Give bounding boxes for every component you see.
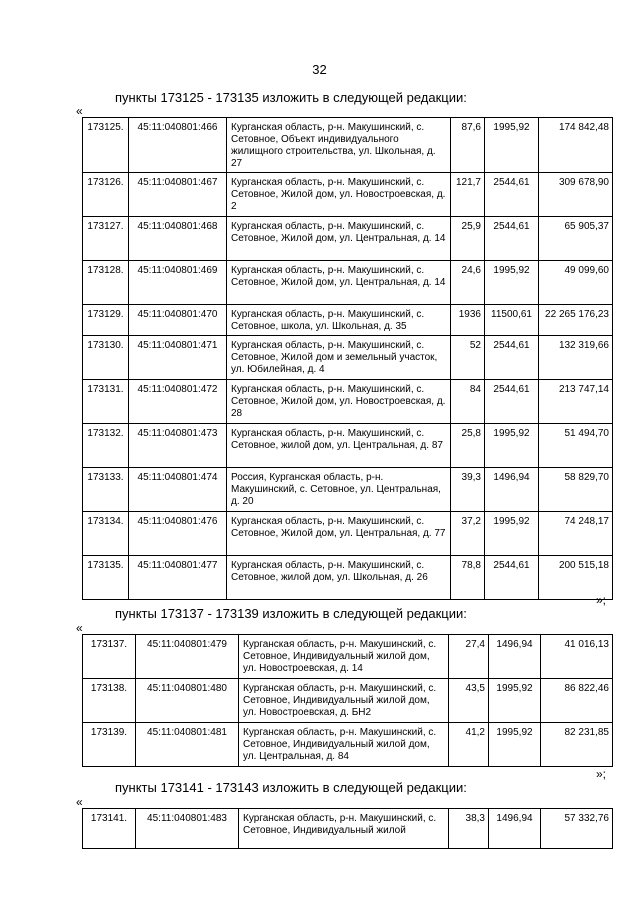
address: Курганская область, р-н. Макушинский, с. Сетовное, жилой дом, ул. Центральная, д. 87 (227, 424, 451, 468)
open-quote: « (76, 795, 83, 809)
row-number: 173135. (83, 556, 129, 600)
area: 27,4 (449, 635, 489, 679)
close-quote: »; (596, 767, 607, 781)
rate: 1995,92 (485, 261, 539, 305)
area: 1936 (451, 305, 485, 336)
page-number: 32 (312, 62, 327, 77)
cadastral-number: 45:11:040801:467 (129, 173, 227, 217)
close-quote: »; (596, 593, 607, 607)
rate: 1995,92 (485, 118, 539, 173)
row-number: 173137. (83, 635, 136, 679)
table-row (83, 336, 613, 380)
section-heading: пункты 173137 - 173139 изложить в следующей редакции: (115, 606, 467, 621)
cadastral-value: 41 016,13 (541, 635, 613, 679)
table-row (83, 556, 613, 600)
area: 78,8 (451, 556, 485, 600)
rate: 2544,61 (485, 217, 539, 261)
area: 121,7 (451, 173, 485, 217)
cadastral-number: 45:11:040801:471 (129, 336, 227, 380)
rate: 2544,61 (485, 336, 539, 380)
cadastral-value: 86 822,46 (541, 679, 613, 723)
rate: 1995,92 (489, 679, 541, 723)
address: Курганская область, р-н. Макушинский, с. Сетовное, Индивидуальный жилой дом, ул. Новостроевская, д. 14 (239, 635, 449, 679)
table-row (83, 512, 613, 556)
area: 38,3 (449, 809, 489, 849)
address: Курганская область, р-н. Макушинский, с. Сетовное, школа, ул. Школьная, д. 35 (227, 305, 451, 336)
cadastral-number: 45:11:040801:469 (129, 261, 227, 305)
rate: 1995,92 (485, 424, 539, 468)
amendment-table (82, 808, 613, 849)
table-row (83, 261, 613, 305)
cadastral-value: 174 842,48 (539, 118, 613, 173)
cadastral-number: 45:11:040801:480 (136, 679, 239, 723)
row-number: 173126. (83, 173, 129, 217)
row-number: 173131. (83, 380, 129, 424)
area: 43,5 (449, 679, 489, 723)
rate: 1496,94 (489, 635, 541, 679)
row-number: 173141. (83, 809, 136, 849)
row-number: 173127. (83, 217, 129, 261)
row-number: 173134. (83, 512, 129, 556)
row-number: 173129. (83, 305, 129, 336)
cadastral-value: 74 248,17 (539, 512, 613, 556)
row-number: 173133. (83, 468, 129, 512)
cadastral-value: 22 265 176,23 (539, 305, 613, 336)
area: 52 (451, 336, 485, 380)
cadastral-number: 45:11:040801:477 (129, 556, 227, 600)
address: Курганская область, р-н. Макушинский, с. Сетовное, Объект индивидуального жилищного строительства, ул. Школьная, д. 27 (227, 118, 451, 173)
cadastral-number: 45:11:040801:468 (129, 217, 227, 261)
cadastral-value: 49 099,60 (539, 261, 613, 305)
address: Курганская область, р-н. Макушинский, с. Сетовное, Индивидуальный жилой дом, ул. Новостроевская, д. БН2 (239, 679, 449, 723)
open-quote: « (76, 621, 83, 635)
table-row (83, 468, 613, 512)
address: Курганская область, р-н. Макушинский, с. Сетовное, жилой дом, ул. Школьная, д. 26 (227, 556, 451, 600)
address: Курганская область, р-н. Макушинский, с. Сетовное, Жилой дом и земельный участок, ул. Юбилейная, д. 4 (227, 336, 451, 380)
cadastral-number: 45:11:040801:479 (136, 635, 239, 679)
rate: 11500,61 (485, 305, 539, 336)
row-number: 173128. (83, 261, 129, 305)
area: 25,8 (451, 424, 485, 468)
amendment-table (82, 117, 613, 600)
cadastral-number: 45:11:040801:483 (136, 809, 239, 849)
open-quote: « (76, 104, 83, 118)
address: Курганская область, р-н. Макушинский, с. Сетовное, Индивидуальный жилой дом, ул. Центральная, д. 84 (239, 723, 449, 767)
area: 87,6 (451, 118, 485, 173)
table-row (83, 723, 613, 767)
cadastral-number: 45:11:040801:472 (129, 380, 227, 424)
rate: 1995,92 (489, 723, 541, 767)
row-number: 173138. (83, 679, 136, 723)
area: 39,3 (451, 468, 485, 512)
table-row (83, 424, 613, 468)
cadastral-number: 45:11:040801:473 (129, 424, 227, 468)
amendment-table (82, 634, 613, 767)
cadastral-number: 45:11:040801:466 (129, 118, 227, 173)
address: Курганская область, р-н. Макушинский, с. Сетовное, Жилой дом, ул. Новостроевская, д. 2 (227, 173, 451, 217)
table-row (83, 380, 613, 424)
table-row (83, 635, 613, 679)
table-row (83, 217, 613, 261)
rate: 1496,94 (489, 809, 541, 849)
cadastral-value: 309 678,90 (539, 173, 613, 217)
section-heading: пункты 173141 - 173143 изложить в следующей редакции: (115, 780, 467, 795)
area: 37,2 (451, 512, 485, 556)
row-number: 173132. (83, 424, 129, 468)
cadastral-value: 200 515,18 (539, 556, 613, 600)
cadastral-value: 132 319,66 (539, 336, 613, 380)
table-row (83, 118, 613, 173)
rate: 2544,61 (485, 380, 539, 424)
cadastral-value: 58 829,70 (539, 468, 613, 512)
area: 24,6 (451, 261, 485, 305)
cadastral-number: 45:11:040801:474 (129, 468, 227, 512)
cadastral-number: 45:11:040801:470 (129, 305, 227, 336)
cadastral-value: 51 494,70 (539, 424, 613, 468)
table-row (83, 173, 613, 217)
table-row (83, 305, 613, 336)
area: 25,9 (451, 217, 485, 261)
table-row (83, 809, 613, 849)
address: Россия, Курганская область, р-н. Макушинский, с. Сетовное, ул. Центральная, д. 20 (227, 468, 451, 512)
address: Курганская область, р-н. Макушинский, с. Сетовное, Жилой дом, ул. Центральная, д. 77 (227, 512, 451, 556)
address: Курганская область, р-н. Макушинский, с. Сетовное, Индивидуальный жилой (239, 809, 449, 849)
address: Курганская область, р-н. Макушинский, с. Сетовное, Жилой дом, ул. Центральная, д. 14 (227, 261, 451, 305)
cadastral-value: 65 905,37 (539, 217, 613, 261)
cadastral-value: 213 747,14 (539, 380, 613, 424)
row-number: 173139. (83, 723, 136, 767)
address: Курганская область, р-н. Макушинский, с. Сетовное, Жилой дом, ул. Центральная, д. 14 (227, 217, 451, 261)
rate: 1995,92 (485, 512, 539, 556)
cadastral-number: 45:11:040801:481 (136, 723, 239, 767)
area: 84 (451, 380, 485, 424)
rate: 1496,94 (485, 468, 539, 512)
area: 41,2 (449, 723, 489, 767)
rate: 2544,61 (485, 173, 539, 217)
address: Курганская область, р-н. Макушинский, с. Сетовное, Жилой дом, ул. Новостроевская, д. 28 (227, 380, 451, 424)
row-number: 173130. (83, 336, 129, 380)
table-row (83, 679, 613, 723)
row-number: 173125. (83, 118, 129, 173)
cadastral-value: 82 231,85 (541, 723, 613, 767)
rate: 2544,61 (485, 556, 539, 600)
section-heading: пункты 173125 - 173135 изложить в следующей редакции: (115, 90, 467, 105)
cadastral-number: 45:11:040801:476 (129, 512, 227, 556)
cadastral-value: 57 332,76 (541, 809, 613, 849)
